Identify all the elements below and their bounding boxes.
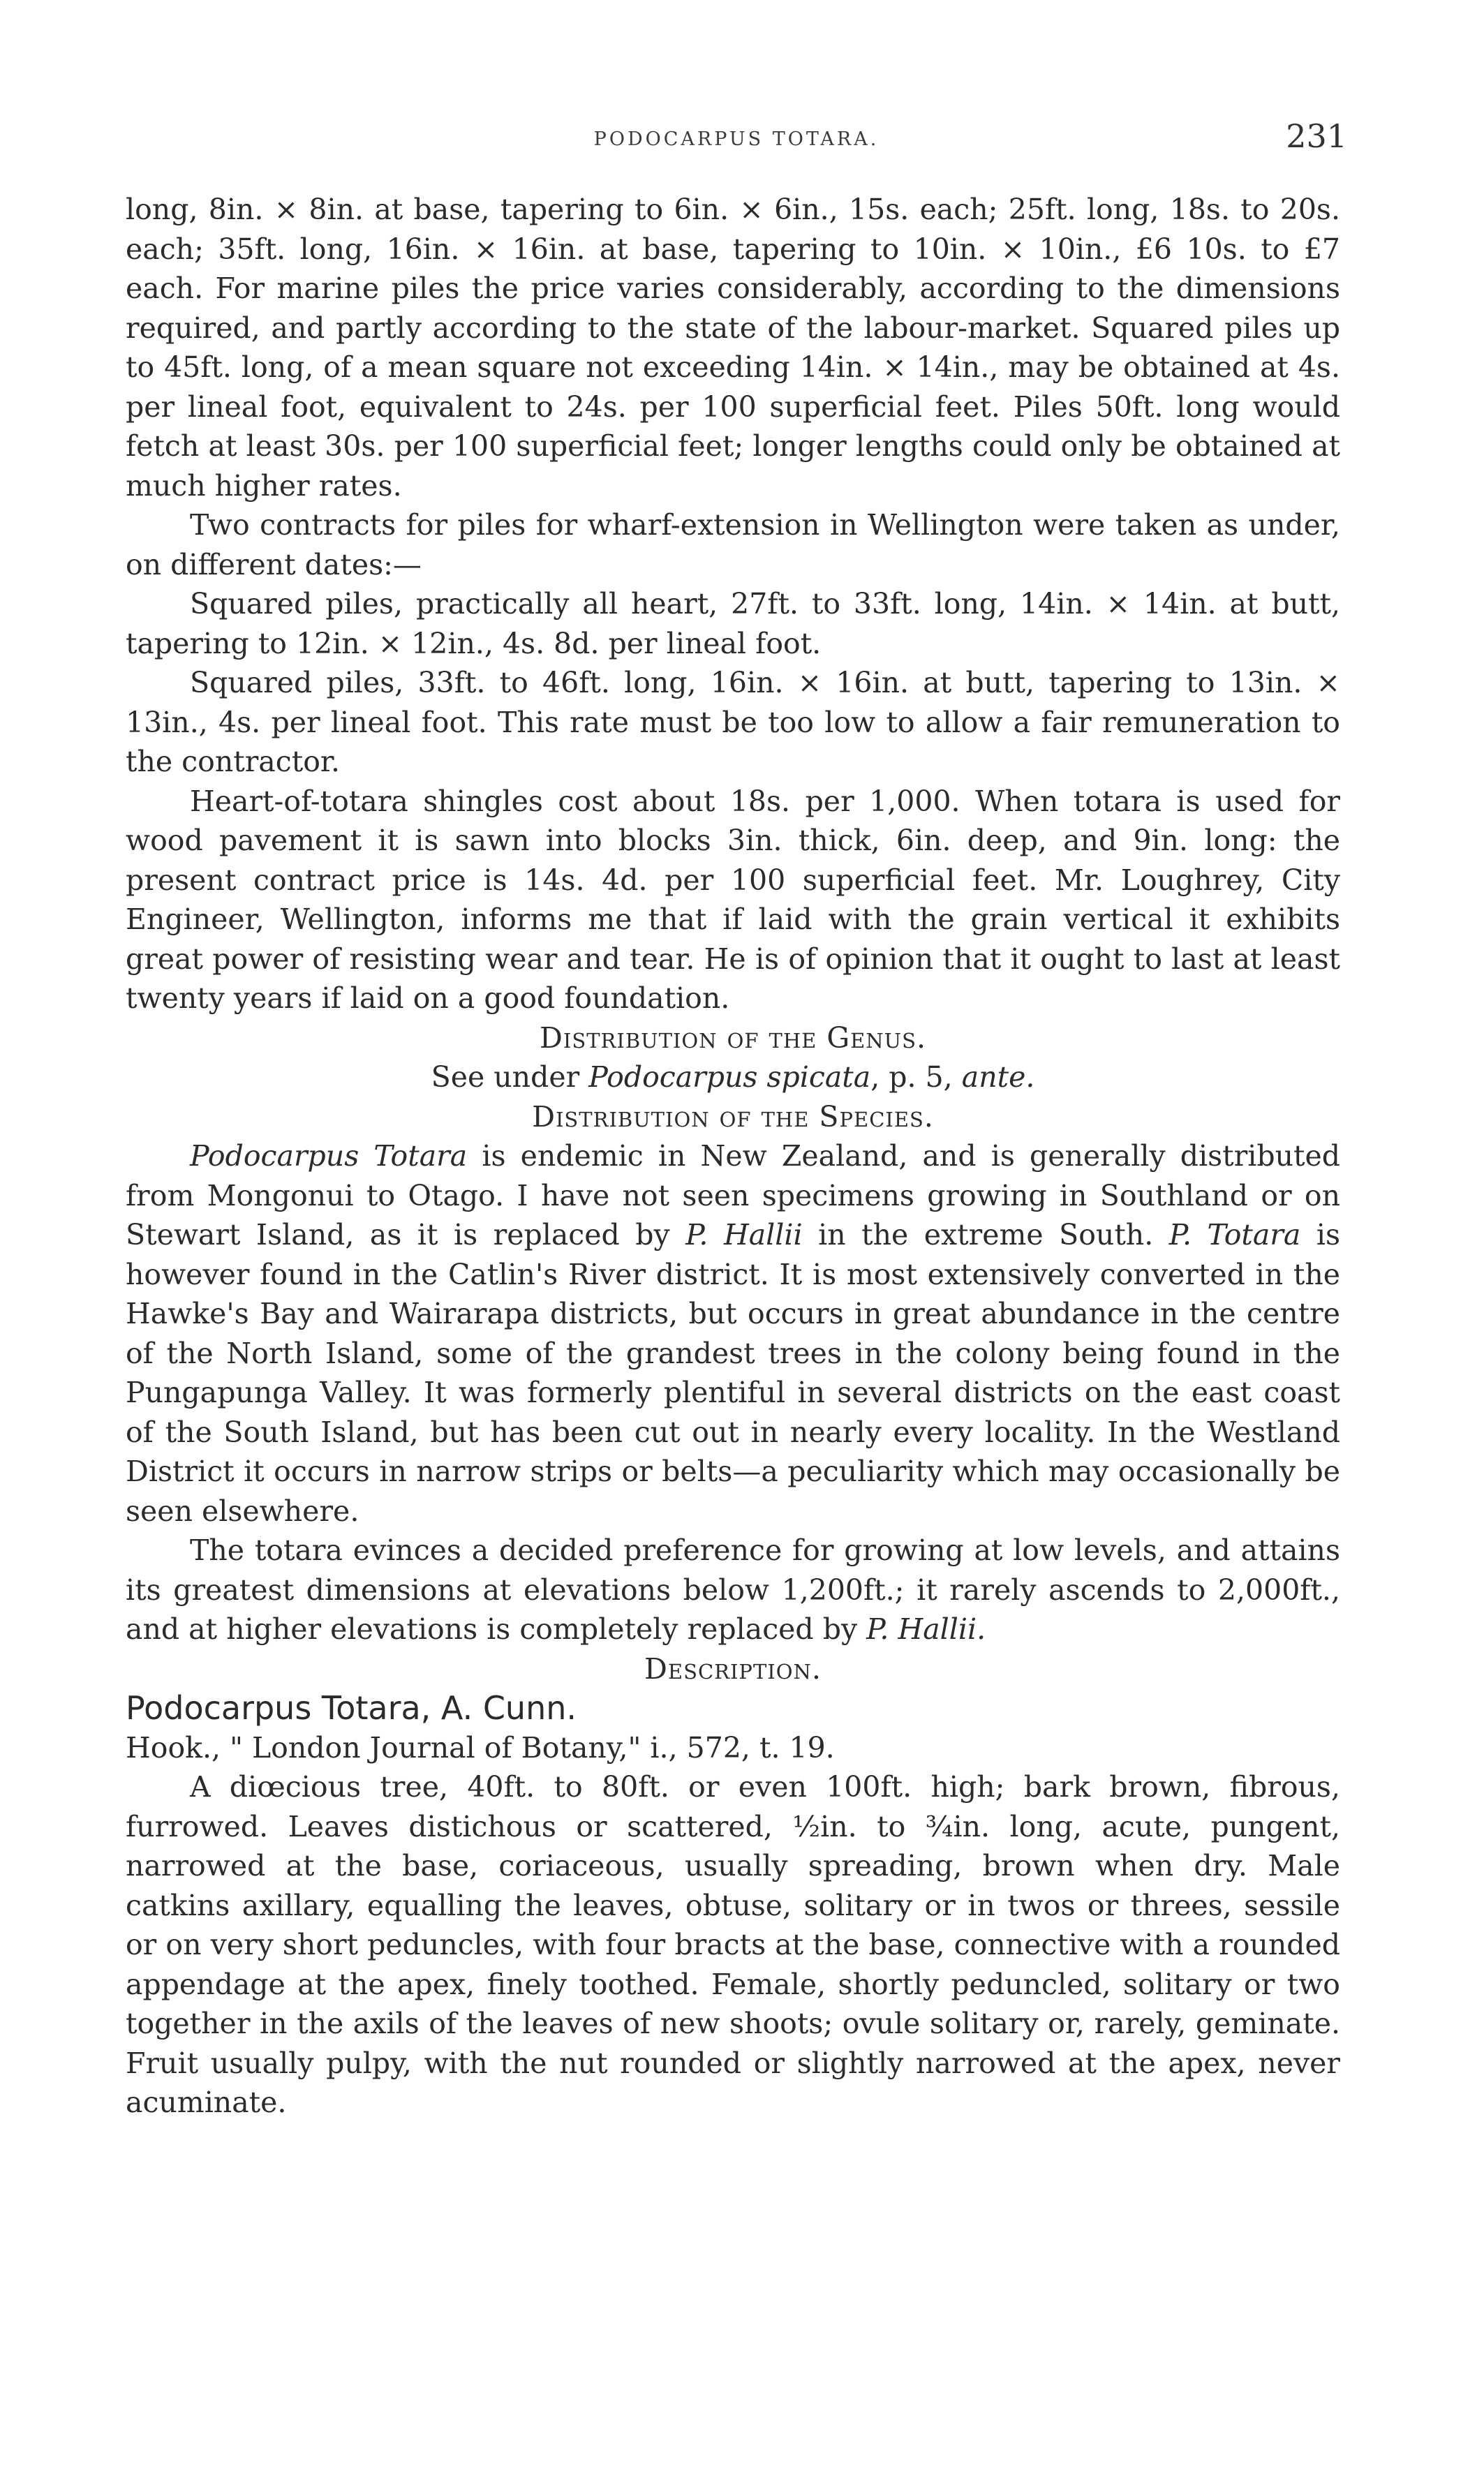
paragraph-description: A diœcious tree, 40ft. to 80ft. or even 100ft. high; bark brown, fibrous, furrowed. Leaves distichous or scattered, ½in. to ¾in. long, acute, pungent, narrowed at the base, coriaceous, usually spreading, brown when dry. Male catkins axillary, equalling the leaves, obtuse, solitary or in twos or threes, sessile or on very short peduncles, with four bracts at the base, connective with a rounded appendage at the apex, finely toothed. Female, shortly peduncled, solitary or two together in the axils of the leaves of new shoots; ovule solitary or, rarely, geminate. Fruit usually pulpy, with the nut rounded or slightly narrowed at the apex, never acuminate. xyxy=(126,1770,1340,2119)
species-totara-italic: P. Totara xyxy=(1168,1218,1301,1252)
body-text xyxy=(126,190,1340,2123)
species-range-text-3: is however found in the Catlin's River district. It is most extensively converted in the Hawke's Bay and Wairarapa districts, but occurs in great abundance in the centre of the North Island, some of the grandest trees in the colony being found in the Pungapunga Valley. It was formerly plentiful in several districts on the east coast of the South Island, but has been cut out in nearly every locality. In the Westland District it occurs in narrow strips or belts—a peculiarity which may occasionally be seen elsewhere. xyxy=(126,1218,1341,1528)
genus-ref-page: , p. 5, xyxy=(870,1060,962,1094)
genus-reference xyxy=(126,1057,1340,1097)
species-citation: Hook., " London Journal of Botany," i., 572, t. 19. xyxy=(126,1730,835,1765)
species-name-italic: Podocarpus Totara xyxy=(190,1139,468,1173)
page-number: 231 xyxy=(1286,117,1347,155)
paragraph-contract-two: Squared piles, 33ft. to 46ft. long, 16in. × 16in. at butt, tapering to 13in. × 13in., 4s. per lineal foot. This rate must be too low to allow a fair remuneration to the contractor. xyxy=(126,666,1340,778)
heading-distribution-genus: Distribution of the Genus. xyxy=(540,1020,926,1055)
heading-description: Description. xyxy=(644,1651,822,1686)
species-elevation-text: The totara evinces a decided preference for growing at low levels, and attains its greatest dimensions at elevations below 1,200ft.; it rarely ascends to 2,000ft., and at higher elevations is completely replaced by xyxy=(126,1533,1340,1646)
species-title: Podocarpus Totara, A. Cunn. xyxy=(126,1689,577,1727)
paragraph-piles-prices: long, 8in. × 8in. at base, tapering to 6in. × 6in., 15s. each; 25ft. long, 18s. to 20s. each; 35ft. long, 16in. × 16in. at base, tapering to 10in. × 10in., £6 10s. to £7 each. For marine piles the price varies considerably, according to the dimensions required, and partly according to the state of the labour-market. Squared piles up to 45ft. long, of a mean square not exceeding 14in. × 14in., may be obtained at 4s. per lineal foot, equivalent to 24s. per 100 superficial feet. Piles 50ft. long would fetch at least 30s. per 100 superficial feet; longer lengths could only be obtained at much higher rates. xyxy=(126,193,1340,503)
genus-ref-prefix: See under xyxy=(431,1060,589,1094)
running-title: PODOCARPUS TOTARA. xyxy=(593,128,880,150)
genus-ref-ante: ante. xyxy=(961,1060,1035,1094)
species-elevation-hallii: P. Hallii. xyxy=(866,1612,986,1646)
genus-ref-species: Podocarpus spicata xyxy=(588,1060,871,1094)
paragraph-contracts: Two contracts for piles for wharf-extension in Wellington were taken as under, on different dates:— xyxy=(126,508,1340,581)
heading-distribution-species: Distribution of the Species. xyxy=(532,1099,934,1134)
running-header xyxy=(126,117,1347,166)
paragraph-species-range xyxy=(126,1136,1340,1531)
paragraph-contract-one: Squared piles, practically all heart, 27ft. to 33ft. long, 14in. × 14in. at butt, tapering to 12in. × 12in., 4s. 8d. per lineal foot. xyxy=(126,587,1340,660)
species-hallii-italic: P. Hallii xyxy=(685,1218,803,1252)
species-range-text-2: in the extreme South. xyxy=(802,1218,1169,1252)
paragraph-species-elevation xyxy=(126,1531,1340,1649)
species-range-text-1: is endemic in New Zealand, and is generally distributed from Mongonui to Otago. I have not seen specimens growing in Southland or on Stewart Island, as it is replaced by xyxy=(126,1139,1340,1252)
paragraph-shingles-pavement: Heart-of-totara shingles cost about 18s. per 1,000. When totara is used for wood pavement it is sawn into blocks 3in. thick, 6in. deep, and 9in. long: the present contract price is 14s. 4d. per 100 superficial feet. Mr. Loughrey, City Engineer, Wellington, informs me that if laid with the grain vertical it exhibits great power of resisting wear and tear. He is of opinion that it ought to last at least twenty years if laid on a good foundation. xyxy=(126,784,1340,1015)
